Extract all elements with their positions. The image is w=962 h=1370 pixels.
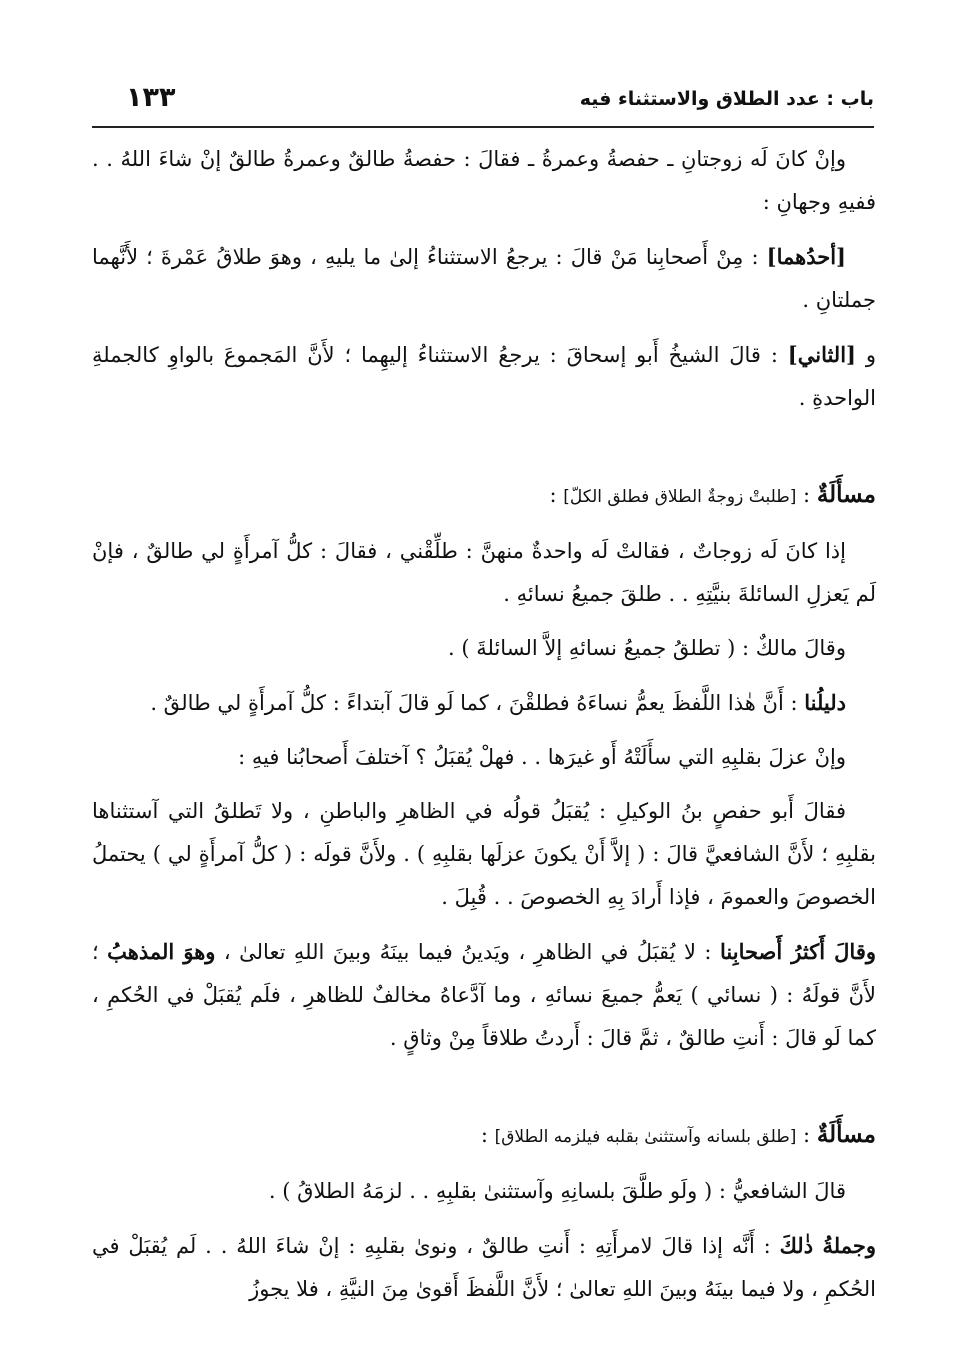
page-number: ١٣٣ — [126, 82, 176, 113]
section-gap — [92, 431, 876, 473]
paragraph-majority — [92, 930, 876, 1060]
second-view-prefix: و — [855, 343, 876, 367]
masala-sep: : — [796, 1123, 817, 1147]
paragraph-evidence — [92, 681, 876, 725]
summary-label: وجملةُ ذٰلكَ — [779, 1233, 877, 1258]
paragraph-malik: وقالَ مالكٌ : ( تطلقُ جميعُ نسائهِ إلاَّ السائلةَ ) . — [448, 636, 846, 660]
paragraph-summary — [92, 1224, 876, 1311]
first-view-label: [أحدُهما] — [766, 244, 846, 269]
majority-label: وقالَ أَكثرُ أَصحابِنا — [719, 939, 876, 964]
running-title: باب : عدد الطلاق والاستثناء فيه — [579, 88, 874, 110]
madhhab-label: وهوَ المذهبُ — [107, 939, 216, 964]
masala-heading-2 — [92, 1113, 876, 1159]
madhhab-text: ؛ لأَنَّ قولَهُ : ( نسائي ) يَعمُّ جميعَ نسائهِ ، وما آدَّعاهُ مخالفٌ للظاهرِ ، فلَم يُقبَلْ في الحُكمِ ، كما لَو قالَ : أَنتِ طالقٌ ، ثمَّ قالَ : أَردتُ طلاقاً مِنْ وثاقٍ . — [92, 940, 876, 1050]
paragraph-exclusion-question: وإنْ عزلَ بقلبِهِ التي سأَلَتْهُ أَو غيرَها . . فهلْ يُقبَلُ ؟ آختلفَ أَصحابُنا فيهِ : — [238, 745, 846, 769]
summary-text: : أَنَّه إذا قالَ لامرأَتِهِ : أَنتِ طالقٌ ، ونوىٰ بقلبِهِ : إنْ شاءَ اللهُ . . لَم يُقبَلْ في الحُكمِ ، ولا فيما بينَهُ وبينَ اللهِ تعالىٰ ؛ لأَنَّ اللَّفظَ أَقوىٰ مِنَ النيَّةِ ، فلا يجوزُ — [92, 1234, 876, 1301]
masala-end: : — [549, 483, 564, 507]
page-header — [92, 82, 874, 128]
masala-end: : — [480, 1123, 495, 1147]
masala-label: مسأَلَةٌ — [816, 1121, 876, 1148]
paragraph-first-view — [92, 235, 876, 322]
masala-label: مسأَلَةٌ — [816, 481, 876, 508]
paragraph-shafii-quote: قالَ الشافعيُّ : ( ولَو طلَّقَ بلسانِهِ وآستثنىٰ بقلبِهِ . . لزمَهُ الطلاقُ ) . — [268, 1179, 846, 1203]
paragraph-two-wives: وإنْ كانَ لَه زوجتانِ ـ حفصةُ وعمرةُ ـ فقالَ : حفصةُ طالقٌ وعمرةُ طالقٌ إنْ شاءَ اللهُ . . ففيهِ وجهانِ : — [92, 147, 876, 214]
second-view-label: [الثاني] — [787, 342, 856, 367]
page-body — [92, 138, 876, 1322]
first-view-text: : مِنْ أَصحابِنا مَنْ قالَ : يرجعُ الاستثناءُ إلىٰ ما يليهِ ، وهوَ طلاقُ عَمْرةَ ؛ لأَنَّهما جملتانِ . — [92, 245, 876, 312]
evidence-label: دليلُنا — [804, 690, 846, 715]
paragraph-wives-case: إذا كانَ لَه زوجاتٌ ، فقالتْ لَه واحدةٌ منهنَّ : طلِّقْني ، فقالَ : كلُّ آمرأَةٍ لي طالقٌ ، فإنْ لَم يَعزلِ السائلةَ بنيَّتِهِ . . طلقَ جميعُ نسائهِ . — [92, 539, 876, 606]
section-gap — [92, 1071, 876, 1113]
paragraph-ibn-wakil: فقالَ أَبو حفصٍ بنُ الوكيلِ : يُقبَلُ قولُه في الظاهرِ والباطنِ ، ولا تَطلقُ التي آستثناها بقلبِهِ ؛ لأَنَّ الشافعيَّ قالَ : ( إلاَّ أَنْ يكونَ عزلَها بقلبِهِ ) . ولأَنَّ قولَه : ( كلُّ آمرأَةٍ لي ) يحتملُ الخصوصَ والعمومَ ، فإذا أَرادَ بِهِ الخصوصَ . . قُبِلَ . — [92, 799, 876, 909]
evidence-text: : أَنَّ هٰذا اللَّفظَ يعمُّ نساءَهُ فطلقْنَ ، كما لَو قالَ آبتداءً : كلُّ آمرأَةٍ لي طالقٌ . — [150, 691, 805, 715]
masala-topic: [طلبتْ زوجةٌ الطلاق فطلق الكلّ] — [563, 487, 797, 507]
paragraph-second-view — [92, 333, 876, 420]
masala-heading-1 — [92, 473, 876, 519]
masala-topic: [طلق بلسانه وآستثنىٰ بقلبه فيلزمه الطلاق] — [494, 1127, 797, 1147]
masala-sep: : — [796, 483, 817, 507]
second-view-text: : قالَ الشيخُ أَبو إسحاقَ : يرجعُ الاستثناءُ إليهِما ؛ لأَنَّ المَجموعَ بالواوِ كالجملةِ الواحدةِ . — [92, 343, 876, 410]
majority-text: : لا يُقبَلُ في الظاهرِ ، ويَدينُ فيما بينَهُ وبينَ اللهِ تعالىٰ ، — [215, 940, 720, 964]
